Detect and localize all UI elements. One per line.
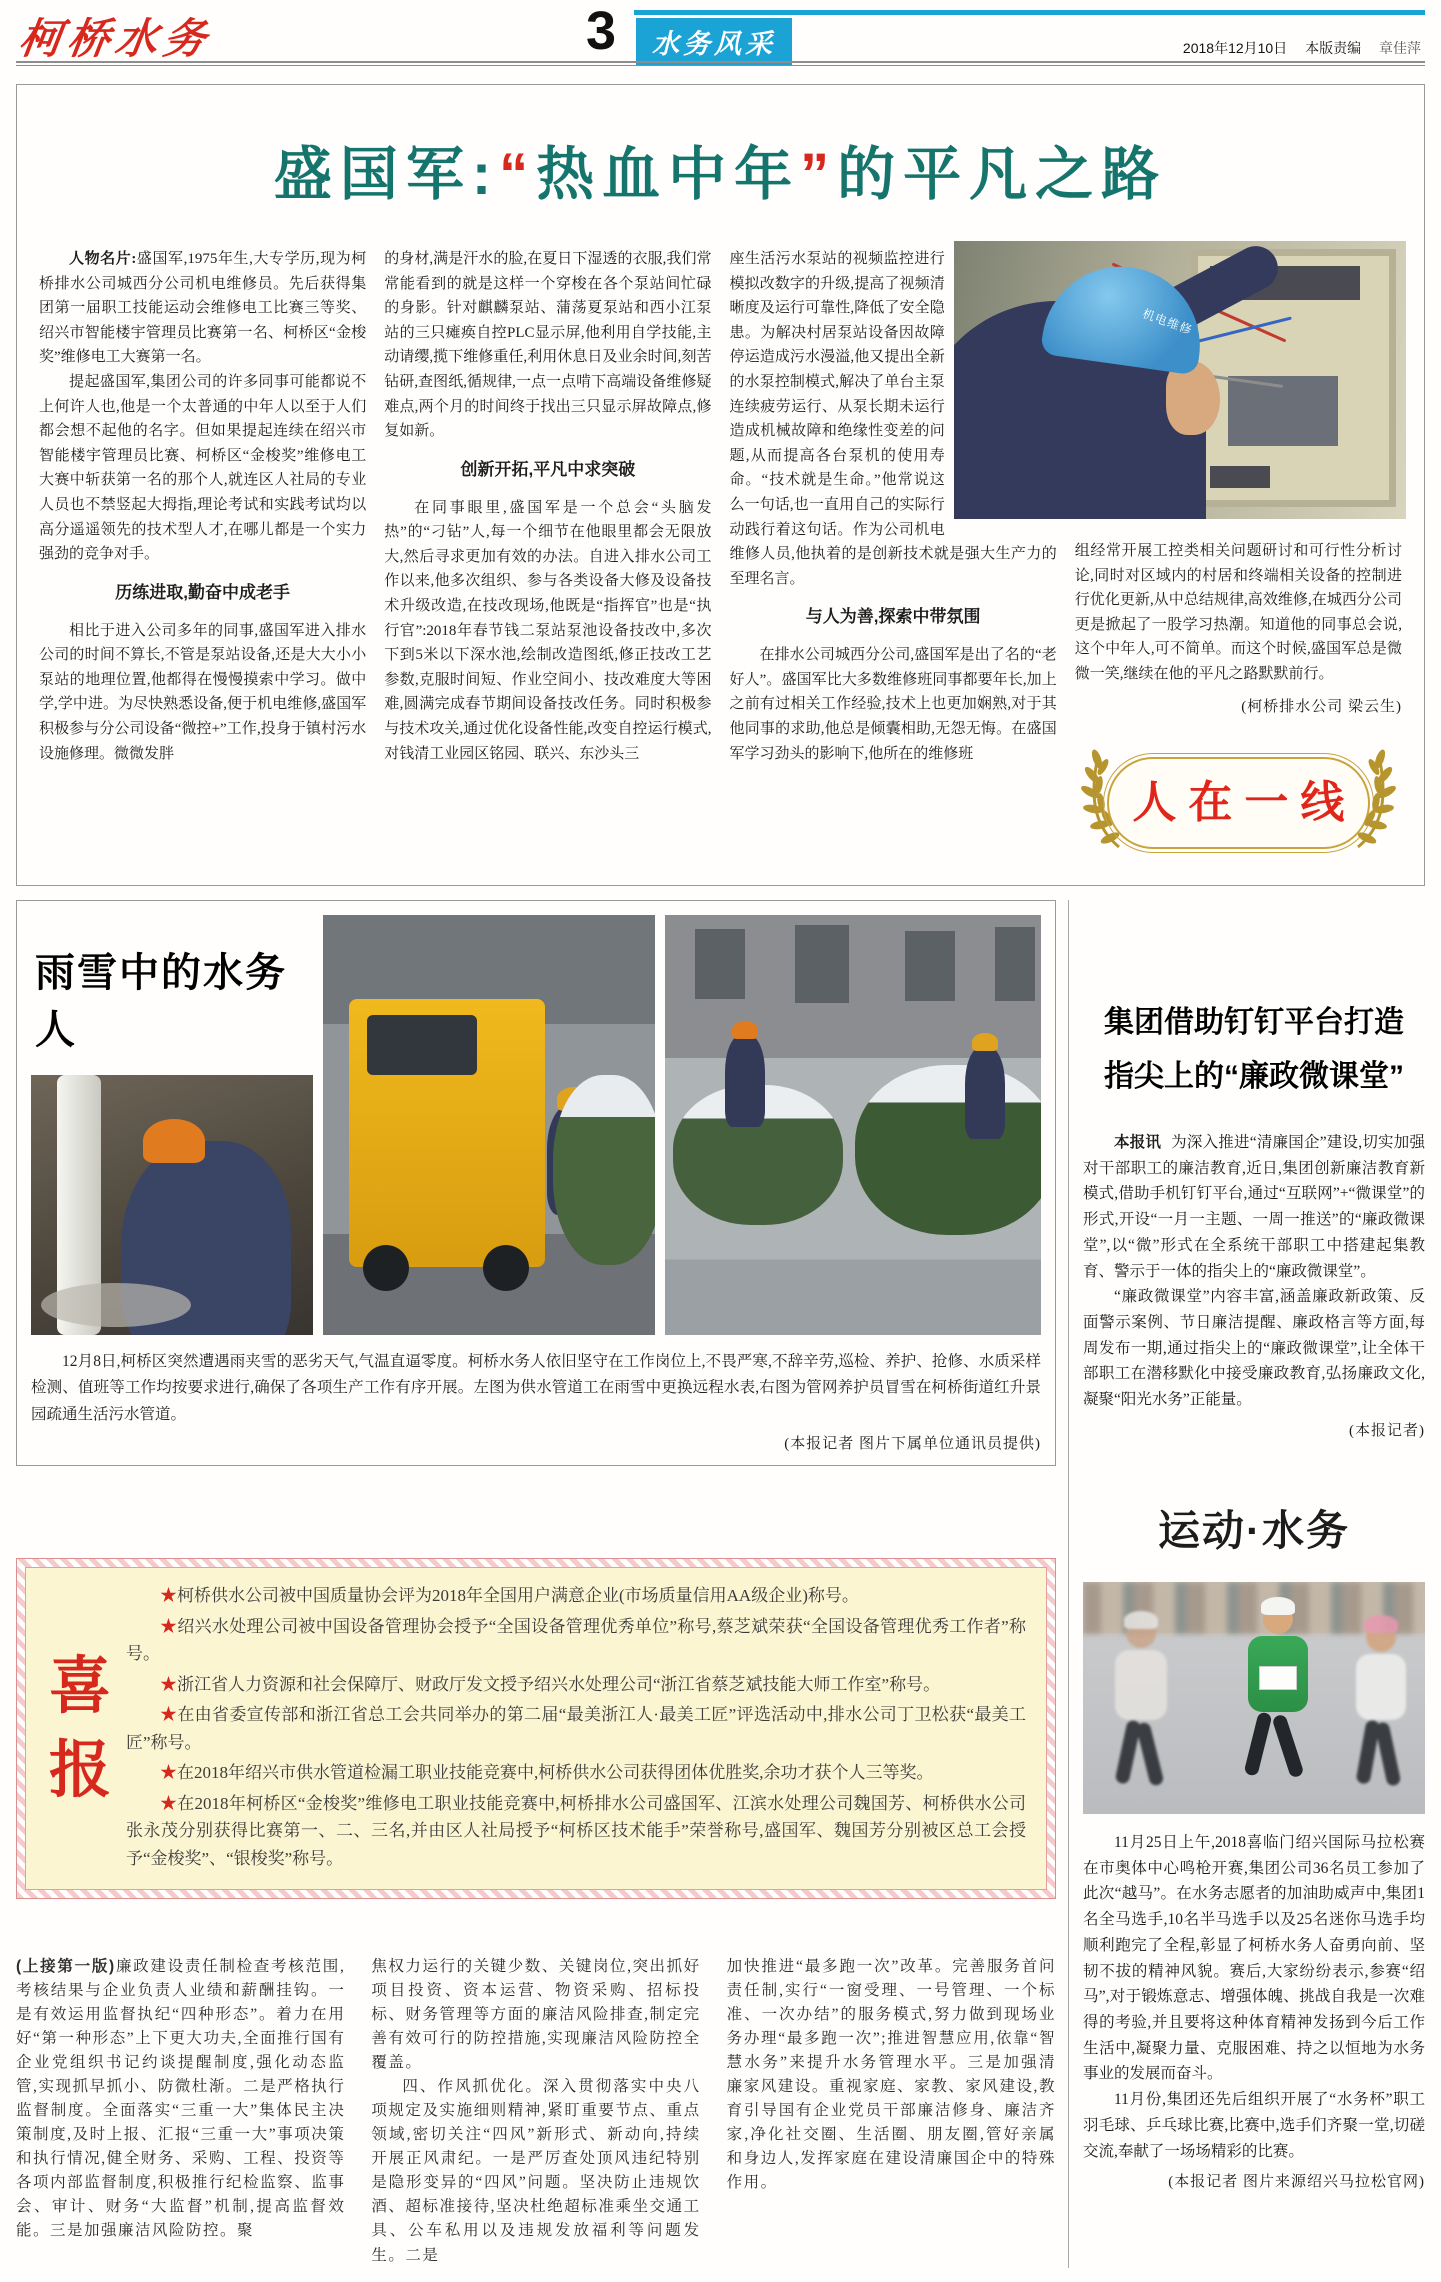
- continuation-paragraph: 焦权力运行的关键少数、关键岗位,突出抓好项目投资、资本运营、物资采购、招标投标、财务管理等方面的廉洁风险排查,制定完善有效可行的防控措施,实现廉洁风险防控全覆盖。: [371, 1958, 701, 2072]
- section-name-badge: 水务风采: [636, 18, 792, 65]
- star-icon: ★: [160, 1674, 177, 1694]
- pipe-repair-photo: [31, 1075, 313, 1335]
- snow-photo-row: [31, 915, 1041, 1335]
- snow-article: [16, 900, 1056, 1466]
- lead-paragraph: 相比于进入公司多年的同事,盛国军进入排水公司的时间不算长,不管是泵站设备,还是大大小小泵站的地理位置,他都得在慢慢摸索中学习。做中学,学中进。为尽快熟悉设备,便于机电维修,盛国军积极参与分公司设备“微控+”工作,投身于镇村污水设施修理。微微发胖: [39, 622, 367, 762]
- headline-quoted: 热血中年: [536, 142, 801, 207]
- snow-caption: 12月8日,柯桥区突然遭遇雨夹雪的恶劣天气,气温直逼零度。柯桥水务人依旧坚守在工作岗位上,不畏严寒,不辞辛劳,巡检、养护、抢修、水质采样检测、值班等工作均按要求进行,确保了各项生产工作有序开展。左图为供水管道工在雨雪中更换远程水表,右图为管网养护员冒雪在柯桥街道红升景园疏通生活污水管道。: [31, 1353, 1041, 1423]
- snowy-bush: [553, 1075, 655, 1265]
- building-window: [795, 925, 849, 1003]
- star-icon: ★: [160, 1586, 177, 1605]
- masthead-logo: 柯桥水务: [16, 17, 215, 63]
- lead-column-2: [384, 247, 711, 859]
- frontline-badge-label: 人在一线: [1132, 778, 1357, 828]
- star-icon: ★: [160, 1705, 178, 1725]
- terminal-block: [1210, 466, 1270, 488]
- left-main-column: [16, 900, 1056, 2268]
- newsflash-label: 本报讯: [1114, 1134, 1162, 1151]
- sewer-truck-photo: [323, 915, 655, 1335]
- header-double-rule: [16, 61, 1425, 66]
- right-column: [1068, 900, 1425, 2268]
- header-accent-line: [634, 10, 1425, 15]
- dingtalk-headline-line1: 集团借助钉钉平台打造: [1104, 1006, 1404, 1039]
- lead-column-1: [39, 247, 366, 859]
- headline-quote-open: “: [499, 142, 537, 207]
- subhead-2: 创新开拓,平凡中求突破: [460, 459, 636, 479]
- sports-paragraph: 11月份,集团还先后组织开展了“水务杯”职工羽毛球、乒乓球比赛,比赛中,选手们齐聚一堂,切磋交流,奉献了一场场精彩的比赛。: [1083, 2091, 1425, 2160]
- orange-helmet-icon: [732, 1021, 758, 1039]
- profile-paragraph: [39, 247, 366, 370]
- race-bib: [1259, 1666, 1297, 1690]
- sports-body: [1083, 1830, 1425, 2164]
- lead-paragraph: 提起盛国军,集团公司的许多同事可能都说不上何许人也,他是一个太普通的中年人以至于人们都会想不起他的名字。但如果提起连续在绍兴市智能楼宇管理员比赛、柯桥区“金梭奖”维修电工大赛中斩获第一名的那个人,就连区人社局的专业人员也不禁竖起大拇指,理论考试和实践考试均以高分遥遥领先的技术型人才,在哪儿都是一个实力强劲的竞争对手。: [39, 373, 367, 563]
- lead-paragraph: 组经常开展工控类相关问题研讨和可行性分析讨论,同时对区域内的村居和终端相关设备的控制进行优化更新,从中总结规律,高效维修,在城西分公司更是掀起了一股学习热潮。知道他的同事总会说,这个中年人,可不简单。而这个时候,盛国军总是微微一笑,继续在他的平凡之路默默前行。: [1074, 543, 1402, 682]
- headline-post: 的平凡之路: [837, 142, 1168, 207]
- xibao-item: [126, 1582, 1026, 1610]
- star-icon: ★: [160, 1793, 178, 1813]
- xibao-item: [126, 1790, 1026, 1873]
- xibao-item-text: 在由省委宣传部和浙江省总工会共同举办的第二届“最美浙江人·最美工匠”评选活动中,排水公司丁卫松获“最美工匠”称号。: [126, 1705, 1027, 1752]
- yellow-helmet-icon: [972, 1033, 998, 1051]
- date-editor-line: [1183, 38, 1421, 58]
- page-number: 3: [586, 1, 617, 61]
- continuation-paragraph: [16, 1955, 345, 2243]
- runner-figure-main: [1233, 1604, 1323, 1712]
- dingtalk-body: [1083, 1130, 1425, 1413]
- lead-article: [16, 84, 1425, 886]
- lead-paragraph: 在排水公司城西分公司,盛国军是出了名的“老好人”。盛国军比大多数维修班同事都要年长,加上之前有过相关工作经验,技术上也更加娴熟,对于其他同事的求助,他总是倾囊相助,无怨无悔。在盛国军学习劲头的影响下,他所在的维修班: [729, 647, 1057, 762]
- dingtalk-byline: (本报记者): [1349, 1422, 1425, 1439]
- continuation-paragraph: 加快推进“最多跑一次”改革。完善服务首问责任制,实行“一窗受理、一号管理、一个标准、一次办结”的服务模式,努力做到现场业务办理“最多跑一次”;推进智慧应用,依靠“智慧水务”来提升水务管理水平。三是加强清廉家风建设。重视家庭、家教、家风建设,教育引导国有企业党员干部廉洁修身、廉洁齐家,净化社交圈、生活圈、朋友圈,管好亲属和身边人,发挥家庭在建设清廉国企中的特殊作用。: [726, 1958, 1056, 2192]
- snow-byline: (本报记者 图片下属单位通讯员提供): [784, 1436, 1041, 1453]
- frontline-badge-frame: [1107, 757, 1370, 849]
- continued-article: [16, 1955, 1056, 2267]
- frontline-badge: [1081, 749, 1396, 859]
- subhead-1: 历练进取,勤奋中成老手: [115, 582, 290, 602]
- building-window: [905, 931, 955, 1001]
- lead-paragraph: 在同事眼里,盛国军是一个总会“头脑发热”的“刁钻”人,每一个细节在他眼里都会无限放大,然后寻求更加有效的办法。自进入排水公司工作以来,他多次组织、参与各类设备大修及设备技术升级改造,在技改现场,他既是“指挥官”也是“执行官”:2018年春节钱二泵站泵池设备技改中,多次下到5米以下深水池,绘制改造图纸,修正技改工艺参数,克服时间短、作业空间小、技改难度大等困难,圆满完成春节期间设备技改任务。同时积极参与技术攻关,通过优化设备性能,改变自控运行模式,对钱清工业园区铭园、联兴、东沙头三: [384, 499, 712, 762]
- sports-article: [1083, 1498, 1425, 2191]
- building-window: [995, 927, 1035, 1001]
- star-icon: ★: [160, 1616, 178, 1636]
- xibao-item-list: [126, 1582, 1026, 1875]
- sports-paragraph: 11月25日上午,2018喜临门绍兴国际马拉松赛在市奥体中心鸣枪开赛,集团公司36名员工参加了此次“越马”。在水务志愿者的加油助威声中,集团1名全马选手,10名半马选手以及25名迷你马选手均顺利跑完了全程,彰显了柯桥水务人奋勇向前、坚韧不拔的精神风貌。赛后,大家纷纷表示,参赛“绍马”,对于锻炼意志、增强体魄、挑战自我是一次难得的考验,并且要将这种体育精神发扬到今后工作生活中,凝聚力量、克服困难、持之以恒地为水务事业的发展而奋斗。: [1083, 1833, 1425, 2083]
- headline-pre: 盛国军:: [273, 142, 500, 207]
- dingtalk-paragraph: [1083, 1130, 1425, 1284]
- building-window: [695, 929, 745, 999]
- subhead-3: 与人为善,探索中带氛围: [805, 607, 981, 627]
- page-header: [0, 0, 1441, 66]
- star-icon: ★: [160, 1763, 177, 1783]
- snow-dredging-photo: [665, 915, 1041, 1335]
- continuation-column-3: [727, 1955, 1056, 2267]
- truck-window: [367, 1015, 477, 1075]
- xibao-item-text: 绍兴水处理公司被中国设备管理协会授予“全国设备管理优秀单位”称号,蔡芝斌荣获“全国设备管理优秀工作者”称号。: [126, 1616, 1027, 1664]
- xibao-inner: [25, 1567, 1047, 1890]
- xibao-item-text: 浙江省人力资源和社会保障厅、财政厅发文授予绍兴水处理公司“浙江省蔡芝斌技能大师工作室”称号。: [177, 1674, 941, 1694]
- marathon-photo: [1083, 1582, 1425, 1814]
- laurel-right-icon: [1348, 747, 1396, 851]
- profile-label: 人物名片:: [69, 251, 137, 267]
- continuation-column-2: [371, 1955, 700, 2267]
- xibao-box: [16, 1558, 1056, 1899]
- continued-label: (上接第一版): [16, 1958, 116, 1976]
- editor-name: 章佳萍: [1379, 40, 1421, 56]
- sports-byline: (本报记者 图片来源绍兴马拉松官网): [1168, 2174, 1425, 2191]
- dingtalk-paragraph: “廉政微课堂”内容丰富,涵盖廉政新政策、反面警示案例、节日廉洁提醒、廉政格言等方面,每周发布一期,通过指尖上的“廉政微课堂”,让全体干部职工在潜移默化中接受廉政教育,弘扬廉政文化,凝聚“阳光水务”正能量。: [1083, 1288, 1425, 1409]
- runner-figure: [1351, 1622, 1411, 1720]
- continuation-text: 廉政建设责任制检查考核范围,考核结果与企业负责人业绩和薪酬挂钩。一是有效运用监督执纪“四种形态”。着力在用好“第一种形态”上下更大功夫,全面推行国有企业党组织书记约谈提醒制度,强化动态监管,实现抓早抓小、防微杜渐。二是严格执行监督制度。全面落实“三重一大”集体民主决策制度,及时上报、汇报“三重一大”事项决策和执行情况,健全财务、采购、工程、投资等各项内部监督制度,积极推行纪检监察、监事会、审计、财务“大监督”机制,提高监督效能。三是加强廉洁风险防控。聚: [16, 1958, 346, 2240]
- runner-figure: [1109, 1618, 1173, 1720]
- truck-wheel: [363, 1245, 409, 1291]
- xibao-item-text: 在2018年柯桥区“金梭奖”维修电工职业技能竞赛中,柯桥排水公司盛国军、江滨水处理公司魏国芳、柯桥供水公司张永茂分别获得比赛第一、二、三名,并由区人社局授予“柯桥区技术能手”荣誉称号,盛国军、魏国芳分别被区总工会授予“金梭奖”、“银梭奖”称号。: [126, 1793, 1027, 1868]
- xibao-char: 报: [48, 1736, 111, 1805]
- dingtalk-headline-line2: 指尖上的“廉政微课堂”: [1104, 1060, 1404, 1093]
- dingtalk-text: 为深入推进“清廉国企”建设,切实加强对干部职工的廉洁教育,近日,集团创新廉洁教育新模式,借助手机钉钉平台,通过“互联网”+“微课堂”的形式,开设“一月一主题、一周一推送”的“廉政微课堂”,以“微”形式在全系统干部职工中搭建起集教育、警示于一体的指尖上的“廉政微课堂”。: [1083, 1134, 1425, 1280]
- sports-headline: 运动·水务: [1158, 1506, 1350, 1554]
- lead-photo: [954, 241, 1406, 519]
- headline-quote-close: ”: [800, 142, 838, 207]
- truck-wheel: [483, 1245, 529, 1291]
- snow-title: 雨雪中的水务人: [35, 951, 287, 1052]
- helmet-text: 机电维修: [1140, 306, 1195, 338]
- editor-label: 本版责编: [1305, 40, 1362, 56]
- lead-headline: [39, 127, 1402, 211]
- xibao-item: [126, 1701, 1026, 1756]
- xibao-item: [126, 1671, 1026, 1699]
- xibao-item: [126, 1759, 1026, 1787]
- worker-figure: [725, 1035, 765, 1127]
- issue-date: 2018年12月10日: [1182, 40, 1288, 56]
- dingtalk-headline: [1083, 996, 1425, 1104]
- xibao-vertical-label: [34, 1582, 126, 1875]
- xibao-item: [126, 1613, 1026, 1668]
- lead-paragraph: 的身材,满是汗水的脸,在夏日下湿透的衣服,我们常常能看到的就是这样一个穿梭在各个泵站间忙碌的身影。针对麒麟泵站、蒲荡夏泵站和西小江泵站的三只瘫痪自控PLC显示屏,他利用自学技能,主动请缨,揽下维修重任,利用休息日及业余时间,刻苦钻研,查图纸,循规律,一点一点啃下高端设备维修疑难点,两个月的时间终于找出三只显示屏故障点,修复如新。: [384, 251, 712, 440]
- snowy-bush: [855, 1065, 1041, 1235]
- continuation-paragraph: 四、作风抓优化。深入贯彻落实中央八项规定及实施细则精神,紧盯重要节点、重点领域,密切关注“四风”新形式、新动向,持续开展正风肃纪。一是严厉查处顶风违纪特别是隐形变异的“四风”问题。坚决防止违规饮酒、超标准接待,坚决杜绝超标准乘坐交通工具、公车私用以及违规发放福利等问题发生。二是: [371, 2078, 701, 2264]
- lower-page-region: [0, 900, 1441, 2268]
- xibao-char: 喜: [48, 1652, 111, 1721]
- xibao-item-text: 在2018年绍兴市供水管道检漏工职业技能竞赛中,柯桥供水公司获得团体优胜奖,余功才获个人三等奖。: [177, 1763, 934, 1783]
- lead-paragraph: 座生活污水泵站的视频监控进行模拟改数字的升级,提高了视频清晰度及运行可靠性,降低了安全隐患。为解决村居泵站设备因故障停运造成污水漫溢,他又提出全新的水泵控制模式,解决了单台主泵连续疲劳运行、从泵长期未运行造成机械故障和绝缘性变差的问题,从而提高各台泵机的使用寿命。“技术就是生命。”他常说这么一句话,也一直用自己的实际行动践行着这句话。作为公司机电维修人员,他执着的是创新技术就是强大生产力的至理名言。: [729, 251, 1057, 587]
- lead-byline: (柯桥排水公司 梁云生): [1241, 698, 1402, 715]
- continuation-column-1: [16, 1955, 345, 2267]
- profile-text: 盛国军,1975年生,大专学历,现为柯桥排水公司城西分公司机电维修员。先后获得集团第一届职工技能运动会维修电工比赛三等奖、绍兴市智能楼宇管理员比赛第一名、柯桥区“金梭奖”维修电工大赛第一名。: [39, 251, 367, 366]
- snow-title-column: [31, 915, 313, 1335]
- dingtalk-article: [1083, 996, 1425, 1440]
- lead-article-body: [39, 247, 1402, 859]
- worker-figure: [965, 1047, 1005, 1139]
- orange-helmet-icon: [143, 1119, 205, 1163]
- xibao-item-text: 柯桥供水公司被中国质量协会评为2018年全国用户满意企业(市场质量信用AA级企业)称号。: [177, 1586, 859, 1605]
- water-splash: [41, 1283, 191, 1327]
